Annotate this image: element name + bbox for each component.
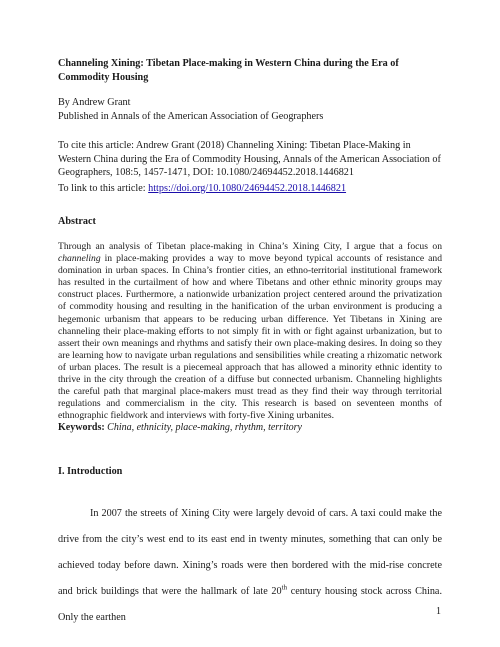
keywords xyxy=(58,421,442,434)
intro-superscript: th xyxy=(281,583,288,592)
keywords-label: Keywords: xyxy=(58,422,105,433)
intro-part1: In 2007 the streets of Xining City were largely devoid of cars. A taxi could make the drive from the city’s west end to its east end in twenty minutes, something that can only be achieved today before dawn. Xining’s roads were then bordered with the mid-rise concrete and brick buildings that were the hallmark of late 20 xyxy=(58,508,442,597)
citation: To cite this article: Andrew Grant (2018) Channeling Xining: Tibetan Place-Making in Western China during the Era of Commodity Housing, Annals of the American Association of Geographers, 108:5, 1457-1471, DOI: 10.1080/24694452.2018.1446821 xyxy=(58,140,441,178)
introduction-paragraph xyxy=(58,501,442,631)
abstract-part1: Through an analysis of Tibetan place-making in China’s Xining City, I argue that a focus on xyxy=(58,241,442,252)
abstract-heading: Abstract xyxy=(58,216,96,227)
abstract-text xyxy=(58,241,442,422)
intro-part2: century housing stock across China. Only the earthen xyxy=(58,586,442,623)
doi-link[interactable]: https://doi.org/10.1080/24694452.2018.1446821 xyxy=(148,183,347,194)
page-number: 1 xyxy=(436,606,441,617)
abstract-emphasis: channeling xyxy=(58,253,101,265)
keywords-list: China, ethnicity, place-making, rhythm, territory xyxy=(104,422,302,433)
byline xyxy=(58,96,442,123)
link-line xyxy=(58,182,442,196)
paper-title: Channeling Xining: Tibetan Place-making in Western China during the Era of Commodity Housing xyxy=(58,58,399,83)
link-label: To link to this article: xyxy=(58,183,149,194)
author-line: By Andrew Grant xyxy=(58,97,131,108)
published-line: Published in Annals of the American Association of Geographers xyxy=(58,110,324,122)
abstract-part2: in place-making provides a way to move beyond typical accounts of resistance and domination in urban spaces. In China’s frontier cities, an ethno-territorial institutional framework has resulted in the curtailment of how and where Tibetans and other ethnic minority groups may construct places. Furthermore, a nationwide urbanization project centered around the privatization of commodity housing and resulting in the hanification of the urban environment is producing a hegemonic urbanism that appears to be reducing urban difference. Yet Tibetans in Xining are channeling their place-making efforts to not simply fit in with or fight against urbanization, but to assert their own meanings and rhythms and satisfy their own place-making desires. In doing so they are learning how to navigate urban regulations and sensibilities while creating a rhizomatic network of urban places. The result is a piecemeal approach that has allowed a minority ethnic identity to thrive in the city through the creation of a diffuse but connected urbanism. Channeling highlights the careful path that marginal place-makers must tread as they find their way through territorial regulations and commercialism in the city. This research is based on seventeen months of ethnographic fieldwork and interviews with forty-five Xining urbanites. xyxy=(58,253,442,422)
section-heading-introduction: I. Introduction xyxy=(58,466,123,477)
